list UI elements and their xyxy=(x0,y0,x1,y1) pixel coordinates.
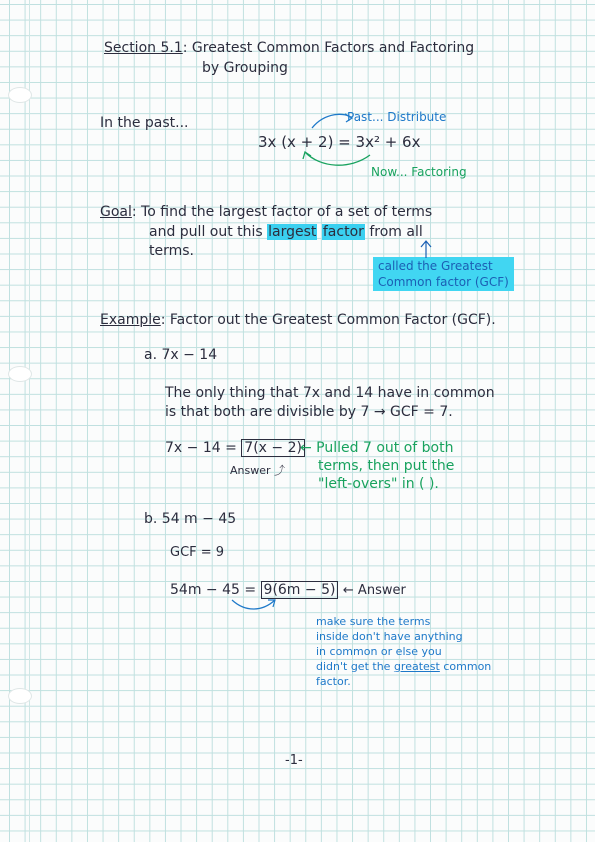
explain-a-line1: The only thing that 7x and 14 have in common xyxy=(165,385,495,401)
note-b-line2: inside don't have anything xyxy=(316,630,463,643)
distribute-equation: 3x (x + 2) = 3x² + 6x xyxy=(258,133,421,151)
work-a xyxy=(165,440,305,456)
work-a-left: 7x − 14 = xyxy=(165,440,237,456)
section-title-line2: by Grouping xyxy=(202,60,288,76)
in-the-past-text: In the past... xyxy=(100,115,189,131)
goal-text-2a: and pull out this xyxy=(149,224,263,240)
note-a-line1: ← Pulled 7 out of both xyxy=(300,440,454,456)
punch-hole xyxy=(8,688,32,704)
gcf-b-arc-head xyxy=(268,600,275,607)
problem-b: b. 54 m − 45 xyxy=(144,511,237,527)
section-title-line1: : Greatest Common Factors and Factoring xyxy=(182,40,475,56)
example-heading xyxy=(100,312,496,328)
note-b-line4 xyxy=(316,659,491,674)
gcf-b: GCF = 9 xyxy=(170,545,225,560)
note-b-greatest: greatest xyxy=(393,660,440,673)
factoring-arc-arrow xyxy=(305,152,370,165)
note-b-line3: in common or else you xyxy=(316,645,442,658)
margin-line xyxy=(29,0,30,842)
callout-up-arrow xyxy=(421,241,431,258)
highlight-factor: factor xyxy=(322,224,364,240)
page-number: -1- xyxy=(285,753,303,768)
note-a-line2: terms, then put the xyxy=(318,458,455,474)
highlight-largest: largest xyxy=(268,224,317,240)
now-factoring-note: Now... Factoring xyxy=(371,165,467,179)
distribute-arc-arrow xyxy=(312,114,352,128)
callout-line2: Common factor (GCF) xyxy=(378,275,509,289)
note-b-line4-b: common xyxy=(443,660,492,673)
goal-line3: terms. xyxy=(149,243,194,259)
work-b-left: 54m − 45 = xyxy=(170,582,257,598)
example-label: Example xyxy=(100,312,161,328)
answer-note-b: ← Answer xyxy=(342,583,406,598)
goal-label: Goal xyxy=(100,204,132,220)
gcf-callout xyxy=(373,257,514,291)
punch-hole xyxy=(8,87,32,103)
section-heading xyxy=(104,40,474,56)
work-b xyxy=(170,582,406,598)
past-distribute-note: Past... Distribute xyxy=(347,110,447,124)
example-text: : Factor out the Greatest Common Factor (GCF). xyxy=(160,312,496,328)
explain-a-line2: is that both are divisible by 7 → GCF = 7. xyxy=(165,404,453,420)
punch-hole xyxy=(8,366,32,382)
answer-label-a: Answer ⤴ xyxy=(230,464,286,477)
goal-line1 xyxy=(100,204,432,220)
note-b-line5: factor. xyxy=(316,675,351,688)
note-b-line4-a: didn't get the xyxy=(316,660,391,673)
note-b-line1: make sure the terms xyxy=(316,615,431,628)
callout-line1: called the Greatest xyxy=(378,259,493,273)
note-a-line3: "left-overs" in ( ). xyxy=(318,476,439,492)
answer-box-b: 9(6m − 5) xyxy=(261,581,339,599)
gcf-b-arc xyxy=(232,600,275,609)
goal-text-1: : To find the largest factor of a set of terms xyxy=(131,204,433,220)
answer-box-a: 7(x − 2) xyxy=(241,439,305,457)
section-label: Section 5.1 xyxy=(104,40,183,56)
factoring-arc-arrowhead xyxy=(303,152,311,159)
note-b xyxy=(316,614,491,689)
problem-a: a. 7x − 14 xyxy=(144,347,218,363)
goal-line2 xyxy=(149,224,423,240)
goal-text-2b: from all xyxy=(369,224,423,240)
